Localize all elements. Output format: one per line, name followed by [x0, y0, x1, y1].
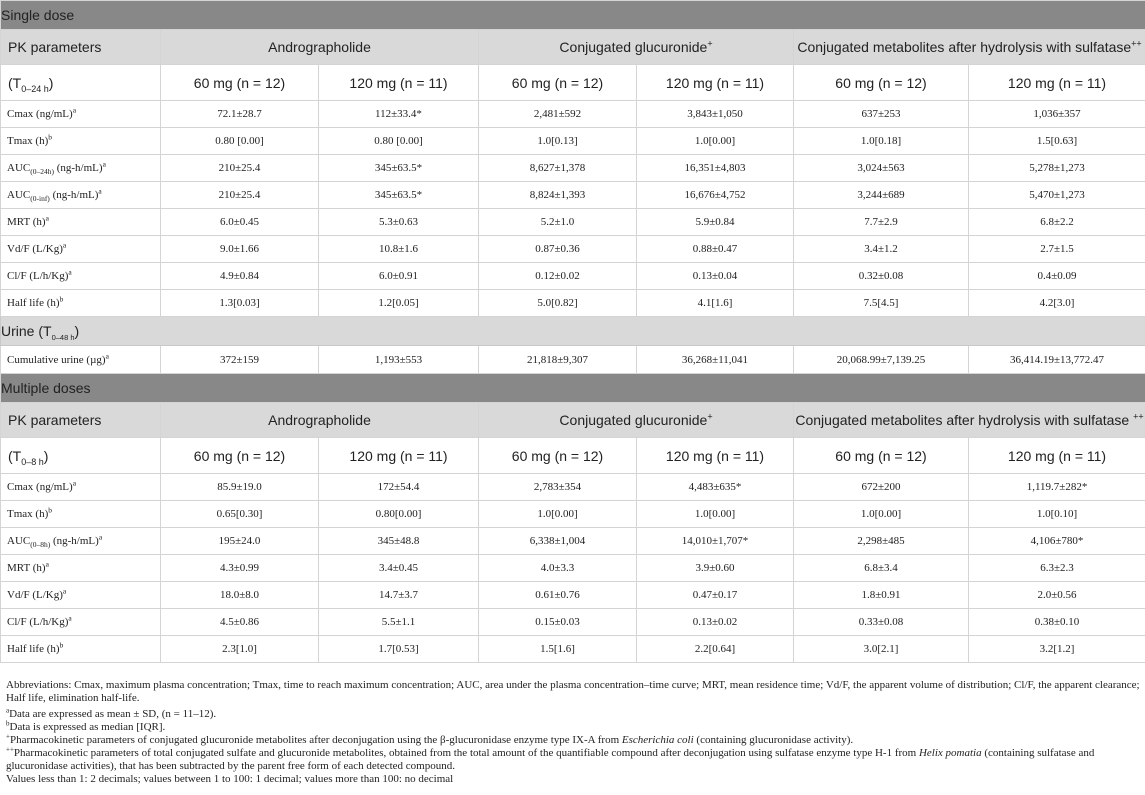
value-cell: 1,193±553 — [319, 346, 479, 374]
parameter-cell: Cumulative urine $(\mu g)^a$ — [1, 346, 161, 374]
value-cell: 2,481±592 — [479, 101, 637, 128]
value-cell: 8,824±1,393 — [479, 182, 637, 209]
value-cell: 3.9±0.60 — [637, 555, 794, 582]
value-cell: 0.12±0.02 — [479, 263, 637, 290]
value-cell: 7.7±2.9 — [794, 209, 969, 236]
value-cell: 16,676±4,752 — [637, 182, 794, 209]
value-cell: 3.0[2.1] — [794, 636, 969, 663]
group-conjugated-metabolites: Conjugated metabolites after hydrolysis with sulfatase++ — [794, 30, 1145, 65]
value-cell: 1.5[1.6] — [479, 636, 637, 663]
table-row — [1, 290, 1145, 317]
abbreviations-note: Abbreviations: Cmax, maximum plasma concentration; Tmax, time to reach maximum concentration; AUC, area under the plasma concentration–time curve; MRT, mean residence time; Vd/F, the apparent volume of distribution; Cl/F, the apparent clearance; Half life, elimination half-life. — [6, 679, 1140, 704]
value-cell: 9.0±1.66 — [161, 236, 319, 263]
dose-header-cell: 120 mg (n = 11) — [969, 65, 1145, 101]
value-cell: 0.15±0.03 — [479, 609, 637, 636]
parameter-cell: Cmax $(ng/mL)^a$ — [1, 101, 161, 128]
value-cell: 2.0±0.56 — [969, 582, 1145, 609]
dose-header-cell: 120 mg (n = 11) — [319, 438, 479, 474]
value-cell: 5.0[0.82] — [479, 290, 637, 317]
value-cell: 6.0±0.91 — [319, 263, 479, 290]
footnote-plus: +Pharmacokinetic parameters of conjugated glucuronide metabolites after deconjugation using the β-glucuronidase enzyme type IX-A from Escherichia coli (containing glucuronidase activity). — [6, 732, 854, 746]
dose-header-cell: 60 mg (n = 12) — [794, 65, 969, 101]
dose-header-cell: 120 mg (n = 11) — [637, 438, 794, 474]
value-cell: 3,843±1,050 — [637, 101, 794, 128]
value-cell: 345±48.8 — [319, 528, 479, 555]
value-cell: 72.1±28.7 — [161, 101, 319, 128]
table-row — [1, 501, 1145, 528]
value-cell: 0.13±0.04 — [637, 263, 794, 290]
table-row — [1, 474, 1145, 501]
value-cell: 0.33±0.08 — [794, 609, 969, 636]
table-row — [1, 555, 1145, 582]
value-cell: 4.1[1.6] — [637, 290, 794, 317]
value-cell: 85.9±19.0 — [161, 474, 319, 501]
table-row — [1, 155, 1145, 182]
value-cell: 1,119.7±282* — [969, 474, 1145, 501]
value-cell: 0.32±0.08 — [794, 263, 969, 290]
dose-header-row — [1, 65, 1145, 101]
footnote-b: $^b$Data is expressed as median [IQR]. — [6, 719, 166, 733]
time-interval-label: $(T_{0-24 h})$ — [1, 65, 161, 101]
group-conjugated-glucuronide: Conjugated glucuronide+ — [479, 30, 794, 65]
section-title: Urine $(T_{0-48 h})$ — [1, 317, 1145, 346]
value-cell: 0.4±0.09 — [969, 263, 1145, 290]
value-cell: 6.3±2.3 — [969, 555, 1145, 582]
parameter-cell: $AUC_{(0-inf)}$ $(ng-h/mL)^a$ — [1, 182, 161, 209]
value-cell: 21,818±9,307 — [479, 346, 637, 374]
value-cell: 0.65[0.30] — [161, 501, 319, 528]
value-cell: 1,036±357 — [969, 101, 1145, 128]
value-cell: 4.9±0.84 — [161, 263, 319, 290]
table-row — [1, 101, 1145, 128]
value-cell: 3.4±1.2 — [794, 236, 969, 263]
dose-header-cell: 120 mg (n = 11) — [637, 65, 794, 101]
dose-header-cell: 60 mg (n = 12) — [479, 438, 637, 474]
value-cell: 1.3[0.03] — [161, 290, 319, 317]
value-cell: 0.88±0.47 — [637, 236, 794, 263]
value-cell: 5.3±0.63 — [319, 209, 479, 236]
parameter-cell: Vd/F $(L/Kg)^a$ — [1, 236, 161, 263]
parameter-cell: $AUC_{(0-8h)}$ $(ng-h/mL)^a$ — [1, 528, 161, 555]
dose-header-cell: 120 mg (n = 11) — [969, 438, 1145, 474]
time-interval-label: $(T_{0-8 h})$ — [1, 438, 161, 474]
parameter-cell: Half life $(h)^b$ — [1, 636, 161, 663]
pk-parameters-header: PK parameters — [1, 30, 161, 65]
value-cell: 345±63.5* — [319, 182, 479, 209]
value-cell: 0.47±0.17 — [637, 582, 794, 609]
value-cell: 1.0[0.00] — [637, 128, 794, 155]
value-cell: 1.0[0.10] — [969, 501, 1145, 528]
value-cell: 372±159 — [161, 346, 319, 374]
value-cell: 36,414.19±13,772.47 — [969, 346, 1145, 374]
value-cell: 1.0[0.18] — [794, 128, 969, 155]
value-cell: 20,068.99±7,139.25 — [794, 346, 969, 374]
section-title: Multiple doses — [1, 374, 1145, 403]
dose-header-cell: 60 mg (n = 12) — [161, 65, 319, 101]
value-cell: 0.80 [0.00] — [161, 128, 319, 155]
value-cell: 6.8±2.2 — [969, 209, 1145, 236]
table-row — [1, 182, 1145, 209]
value-cell: 1.0[0.00] — [637, 501, 794, 528]
value-cell: 0.87±0.36 — [479, 236, 637, 263]
value-cell: 36,268±11,041 — [637, 346, 794, 374]
parameter-cell: Tmax $(h)^b$ — [1, 501, 161, 528]
value-cell: 210±25.4 — [161, 155, 319, 182]
section-multiple-doses — [1, 374, 1145, 403]
table-row — [1, 128, 1145, 155]
value-cell: 1.0[0.00] — [479, 501, 637, 528]
value-cell: 3,024±563 — [794, 155, 969, 182]
value-cell: 5.5±1.1 — [319, 609, 479, 636]
value-cell: 4.5±0.86 — [161, 609, 319, 636]
parameter-cell: Cl/F $(L/h/Kg)^a$ — [1, 609, 161, 636]
parameter-cell: Vd/F $(L/Kg)^a$ — [1, 582, 161, 609]
value-cell: 2.2[0.64] — [637, 636, 794, 663]
value-cell: 0.80 [0.00] — [319, 128, 479, 155]
table-footnotes — [6, 679, 1140, 786]
dose-header-row — [1, 438, 1145, 474]
dose-header-cell: 60 mg (n = 12) — [794, 438, 969, 474]
value-cell: 195±24.0 — [161, 528, 319, 555]
parameter-cell: MRT $(h)^a$ — [1, 555, 161, 582]
value-cell: 3.4±0.45 — [319, 555, 479, 582]
value-cell: 172±54.4 — [319, 474, 479, 501]
value-cell: 18.0±8.0 — [161, 582, 319, 609]
table-row — [1, 636, 1145, 663]
decimals-note: Values less than 1: 2 decimals; values between 1 to 100: 1 decimal; values more than 100: no decimal — [6, 773, 454, 785]
value-cell: 112±33.4* — [319, 101, 479, 128]
parameter-cell: Cmax $(ng/mL)^a$ — [1, 474, 161, 501]
parameter-cell: Cl/F $(L/h/Kg)^a$ — [1, 263, 161, 290]
value-cell: 637±253 — [794, 101, 969, 128]
value-cell: 10.8±1.6 — [319, 236, 479, 263]
value-cell: 3.2[1.2] — [969, 636, 1145, 663]
value-cell: 1.0[0.13] — [479, 128, 637, 155]
value-cell: 3,244±689 — [794, 182, 969, 209]
value-cell: 2,783±354 — [479, 474, 637, 501]
group-header-row — [1, 30, 1145, 65]
value-cell: 0.13±0.02 — [637, 609, 794, 636]
section-title: Single dose — [1, 1, 1145, 30]
section-urine — [1, 317, 1145, 346]
value-cell: 345±63.5* — [319, 155, 479, 182]
value-cell: 4.0±3.3 — [479, 555, 637, 582]
value-cell: 1.0[0.00] — [794, 501, 969, 528]
dose-header-cell: 60 mg (n = 12) — [479, 65, 637, 101]
dose-header-cell: 60 mg (n = 12) — [161, 438, 319, 474]
value-cell: 14,010±1,707* — [637, 528, 794, 555]
value-cell: 5.2±1.0 — [479, 209, 637, 236]
value-cell: 4,483±635* — [637, 474, 794, 501]
parameter-cell: MRT $(h)^a$ — [1, 209, 161, 236]
value-cell: 0.38±0.10 — [969, 609, 1145, 636]
group-andrographolide: Andrographolide — [161, 30, 479, 65]
value-cell: 1.5[0.63] — [969, 128, 1145, 155]
group-andrographolide: Andrographolide — [161, 403, 479, 438]
value-cell: 2.7±1.5 — [969, 236, 1145, 263]
group-header-row — [1, 403, 1145, 438]
footnote-a: $^a$Data are expressed as mean ± SD, (n = 11–12). — [6, 706, 217, 720]
value-cell: 1.2[0.05] — [319, 290, 479, 317]
value-cell: 2.3[1.0] — [161, 636, 319, 663]
value-cell: 8,627±1,378 — [479, 155, 637, 182]
table-row — [1, 209, 1145, 236]
value-cell: 4,106±780* — [969, 528, 1145, 555]
value-cell: 4.3±0.99 — [161, 555, 319, 582]
value-cell: 210±25.4 — [161, 182, 319, 209]
table-row — [1, 528, 1145, 555]
value-cell: 7.5[4.5] — [794, 290, 969, 317]
group-conjugated-glucuronide: Conjugated glucuronide+ — [479, 403, 794, 438]
value-cell: 6,338±1,004 — [479, 528, 637, 555]
value-cell: 6.0±0.45 — [161, 209, 319, 236]
value-cell: 1.8±0.91 — [794, 582, 969, 609]
value-cell: 5,278±1,273 — [969, 155, 1145, 182]
value-cell: 14.7±3.7 — [319, 582, 479, 609]
table-row — [1, 582, 1145, 609]
table-row — [1, 263, 1145, 290]
dose-header-cell: 120 mg (n = 11) — [319, 65, 479, 101]
parameter-cell: Half life $(h)^b$ — [1, 290, 161, 317]
table-row — [1, 609, 1145, 636]
value-cell: 0.61±0.76 — [479, 582, 637, 609]
value-cell: 0.80[0.00] — [319, 501, 479, 528]
value-cell: 1.7[0.53] — [319, 636, 479, 663]
value-cell: 672±200 — [794, 474, 969, 501]
parameter-cell: Tmax $(h)^b$ — [1, 128, 161, 155]
value-cell: 16,351±4,803 — [637, 155, 794, 182]
value-cell: 5,470±1,273 — [969, 182, 1145, 209]
table-row — [1, 236, 1145, 263]
section-single-dose — [1, 1, 1145, 30]
footnote-plus-plus: ++Pharmacokinetic parameters of total conjugated sulfate and glucuronide metabolites, obtained from the total amount of the quantifiable compound after deconjugation using sulfatase enzyme type H-1 from Helix pomatia (containing sulfatase and glucuronidase activities), that has been subtracted by the parent free form of each detected compound. — [6, 745, 1095, 772]
table-row — [1, 346, 1145, 374]
value-cell: 6.8±3.4 — [794, 555, 969, 582]
value-cell: 2,298±485 — [794, 528, 969, 555]
value-cell: 5.9±0.84 — [637, 209, 794, 236]
parameter-cell: $AUC_{(0-24h)}$ $(ng-h/mL)^a$ — [1, 155, 161, 182]
value-cell: 4.2[3.0] — [969, 290, 1145, 317]
pk-parameters-header: PK parameters — [1, 403, 161, 438]
group-conjugated-metabolites: Conjugated metabolites after hydrolysis with sulfatase ++ — [794, 403, 1145, 438]
